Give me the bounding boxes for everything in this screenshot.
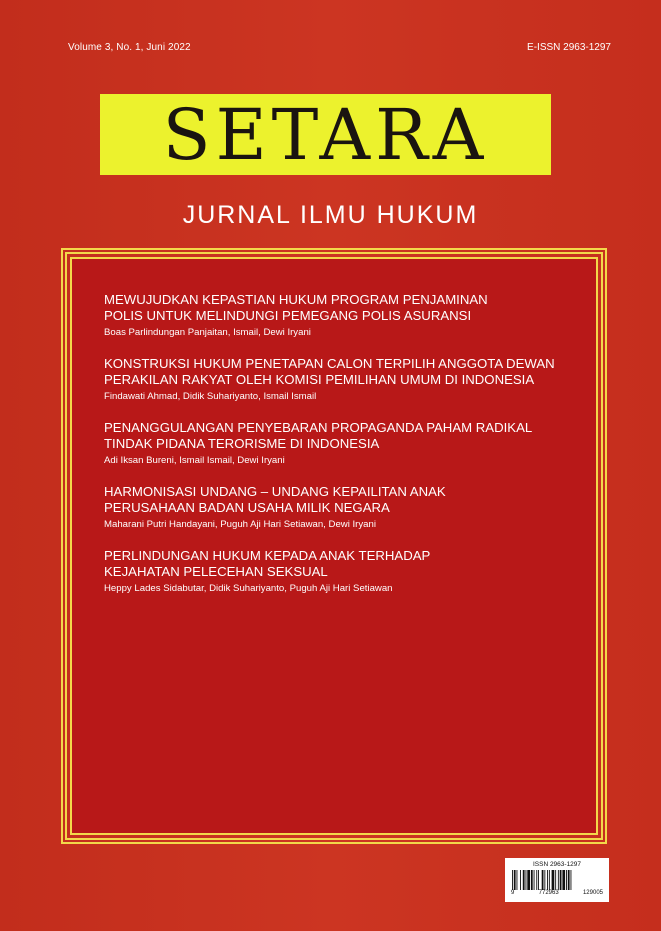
journal-subtitle: JURNAL ILMU HUKUM [182, 201, 479, 229]
barcode-stripe [520, 870, 521, 890]
barcode-digits: 9 772963 129005 [511, 890, 603, 896]
barcode-stripe [538, 870, 539, 890]
barcode-stripe [531, 870, 533, 890]
barcode-bars [510, 870, 604, 890]
article-entry-2 [104, 356, 574, 403]
barcode-stripe [558, 870, 559, 890]
barcode-stripe [536, 870, 537, 890]
eissn-info: E-ISSN 2963-1297 [527, 42, 611, 53]
barcode-stripe [512, 870, 513, 890]
barcode-stripe [527, 870, 530, 890]
article-entry-1 [104, 292, 574, 339]
article-authors: Boas Parlindungan Panjaitan, Ismail, Dewi Iryani [104, 327, 311, 338]
barcode-stripe [568, 870, 570, 890]
barcode-stripe [562, 870, 565, 890]
article-title: KONSTRUKSI HUKUM PENETAPAN CALON TERPILIH ANGGOTA DEWAN PERAKILAN RAKYAT OLEH KOMISI PEMILIHAN UMUM DI INDONESIA [104, 356, 555, 387]
barcode-stripe [542, 870, 544, 890]
table-of-contents [104, 292, 574, 595]
barcode-issn-label: ISSN 2963-1297 [532, 861, 582, 868]
barcode-stripe [547, 870, 548, 890]
barcode-stripe [560, 870, 562, 890]
journal-title: SETARA [162, 93, 489, 176]
barcode-stripe [571, 870, 572, 890]
article-entry-3 [104, 420, 574, 467]
volume-info: Volume 3, No. 1, Juni 2022 [68, 42, 191, 53]
article-entry-5 [104, 548, 574, 595]
barcode-stripe [517, 870, 518, 890]
barcode-stripe [514, 870, 516, 890]
article-title: MEWUJUDKAN KEPASTIAN HUKUM PROGRAM PENJAMINAN POLIS UNTUK MELINDUNGI PEMEGANG POLIS ASURANSI [104, 292, 488, 323]
barcode-stripe [523, 870, 525, 890]
barcode-stripe [534, 870, 535, 890]
title-banner [100, 94, 551, 175]
article-authors: Adi Iksan Bureni, Ismail Ismail, Dewi Iryani [104, 455, 285, 466]
article-authors: Findawati Ahmad, Didik Suhariyanto, Ismail Ismail [104, 391, 317, 402]
article-entry-4 [104, 484, 574, 531]
article-title: HARMONISASI UNDANG – UNDANG KEPAILITAN ANAK PERUSAHAAN BADAN USAHA MILIK NEGARA [104, 484, 446, 515]
barcode-stripe [566, 870, 567, 890]
article-title: PENANGGULANGAN PENYEBARAN PROPAGANDA PAHAM RADIKAL TINDAK PIDANA TERORISME DI INDONESIA [104, 420, 533, 451]
barcode-stripe [526, 870, 527, 890]
article-title: PERLINDUNGAN HUKUM KEPADA ANAK TERHADAP KEJAHATAN PELECEHAN SEKSUAL [104, 548, 431, 579]
barcode-stripe [544, 870, 545, 890]
barcode-stripe [549, 870, 550, 890]
barcode-stripe [555, 870, 556, 890]
barcode-stripe [552, 870, 555, 890]
article-authors: Heppy Lades Sidabutar, Didik Suhariyanto, Puguh Aji Hari Setiawan [104, 583, 393, 594]
article-authors: Maharani Putri Handayani, Puguh Aji Hari Setiawan, Dewi Iryani [104, 519, 376, 530]
issn-barcode [505, 858, 609, 902]
